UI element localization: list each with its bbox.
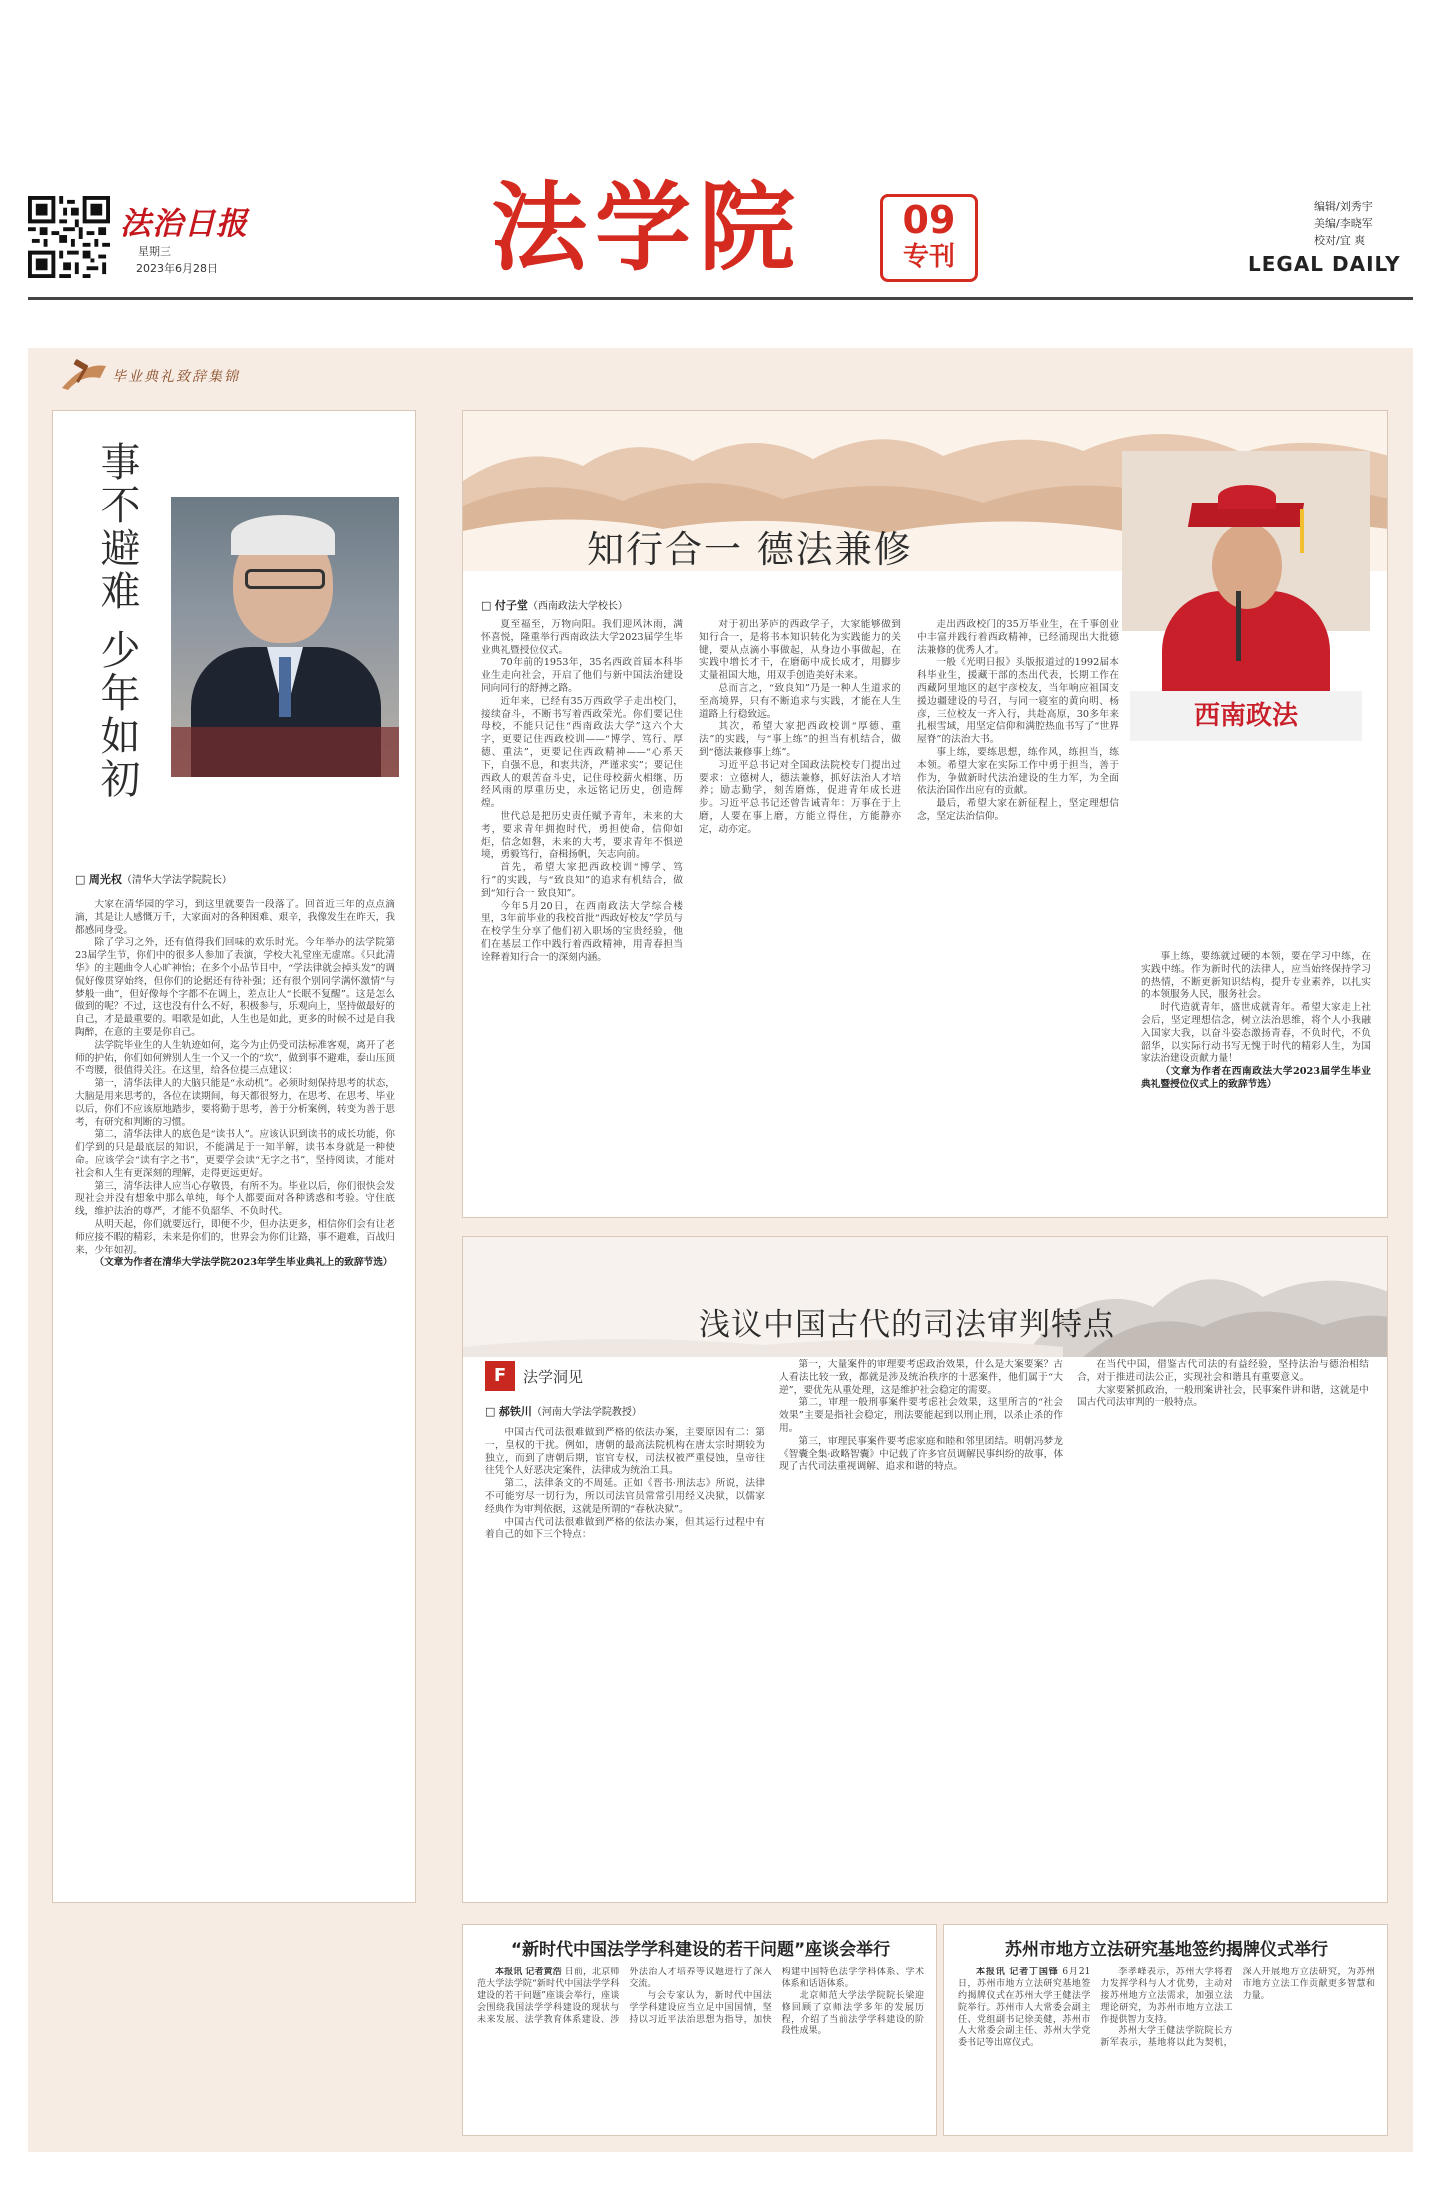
news-1-byline: 本报讯 <box>495 1967 523 1977</box>
news-2-lead <box>958 1967 1090 2050</box>
article-3-para: 中国古代司法很难做到严格的依法办案，但其运行过程中有着自己的如下三个特点： <box>485 1516 765 1541</box>
article-2-para: 夏至福至，万物向阳。我们迎风沐雨，满怀喜悦，隆重举行西南政法大学2023届学生毕业典礼暨授位仪式。 <box>481 619 683 656</box>
article-1-title: 事不避难 少年如初 <box>94 441 140 801</box>
page-number: 09 <box>902 198 956 242</box>
masthead <box>28 172 1413 294</box>
article-1-note: （文章为作者在清华大学法学院2023年学生毕业典礼上的致辞节选） <box>94 1257 393 1269</box>
news-1-body <box>477 1967 924 2129</box>
article-1-para: 法学院毕业生的人生轨迹如何，迄今为止仍受司法标准客观，离开了老师的护佑，你们如何辨别人生一个又一个的“坎”，做到事不避难，泰山压顶不弯腰，很值得关注。在这里，给各位提三点建议： <box>75 1039 395 1077</box>
column-tag-icon: F <box>485 1361 515 1391</box>
news-2-title: 苏州市地方立法研究基地签约揭牌仪式举行 <box>1005 1940 1328 1960</box>
article-3-para: 第一，大量案件的审理要考虑政治效果，什么是大案要案？古人看法比较一致，都就是涉及统治秩序的十恶案件，他们属于“大逆”，要优先从重处理，这是维护社会稳定的需要。 <box>779 1359 1063 1396</box>
page-kind: 专刊 <box>902 242 955 272</box>
news-1-para: 与会专家认为，新时代中国法学学科建设应当立足中国国情，坚持以习近平法治思想为指导，加快构建中国特色法学学科体系、学术体系和话语体系。 <box>629 1967 924 2025</box>
article-2-para: 70年前的1953年，35名西政首届本科毕业生走向社会，开启了他们与新中国法治建设同向同行的舒搏之路。 <box>481 657 683 694</box>
news-1 <box>462 1924 937 2136</box>
news-2-reporter: 记者丁国锋 <box>1009 1967 1059 1977</box>
article-2-body <box>481 619 1371 1209</box>
qr-code-icon <box>28 196 110 278</box>
article-1-para: 从明天起，你们就要远行，即便不少，但办法更多，相信你们会有让老师应接不暇的精彩，未来是你们的，世界会为你们让路，事不避难，百战归来，少年如初。 <box>75 1218 395 1256</box>
article-1-para: 除了学习之外，还有值得我们回味的欢乐时光。今年举办的法学院第23届学生节，你们中的很多人参加了表演，学校大礼堂座无虚席。《只此清华》的主题曲令人心旷神怡；在多个小品节目中，“学法律就会掉头发”的调侃好像贯穿始终，但你们的论据还有待补强；还有很个别同学满怀激情“与梦般一曲”，但好像每个字都不在调上，差点让人“长眠不复醒”。这是怎么做到的呢？不过，这也没有什么不好，积极参与，乐观向上，坚持做最好的自己，才是最重要的。唱歌是如此，人生也是如此，更多的时候不过是自我陶醉，在意的主要是你自己。 <box>75 937 395 1038</box>
editor: 编辑/刘秀宇 <box>1314 200 1373 213</box>
article-2-para: 走出西政校门的35万毕业生，在千事创业中丰富并践行着西政精神，已经涌现出大批德法兼修的优秀人才。 <box>917 619 1119 656</box>
article-1-author-marker: □ <box>75 873 89 886</box>
article-2-para: 事上练，要练思想，练作风，练担当，练本领。希望大家在实际工作中勇于担当，善于作为，争做新时代法治建设的生力军，为全面依法治国作出应有的贡献。 <box>917 746 1119 797</box>
proofreader: 校对/宜 爽 <box>1314 234 1366 247</box>
article-2-para: 时代造就青年，盛世成就青年。希望大家走上社会后，坚定理想信念，树立法治思维，将个人小我融入国家大我，以奋斗姿态激扬青春，不负时代，不负韶华，以实际行动书写无愧于时代的精彩人生，为国家法治建设贡献力量！ <box>1141 1002 1371 1065</box>
article-1-para: 大家在清华园的学习，到这里就要告一段落了。回首近三年的点点滴滴，其是让人感慨万千，大家面对的各种困难、艰辛，我像发生在昨天，我都感同身受。 <box>75 899 395 936</box>
article-3-para: 在当代中国，借鉴古代司法的有益经验，坚持法治与德治相结合，对于推进司法公正，实现社会和谐具有重要意义。 <box>1077 1359 1369 1383</box>
news-2 <box>943 1924 1388 2136</box>
author-photo-1 <box>171 497 399 777</box>
article-2-para: 最后，希望大家在新征程上，坚定理想信念，坚定法治信仰。 <box>917 798 1119 822</box>
article-2-para: 其次，希望大家把西政校训“厚德、重法”的实践，与“事上练”的担当有机结合，做到“德法兼修事上练”。 <box>699 721 901 758</box>
news-2-para: 李孝峰表示，苏州大学将着力发挥学科与人才优势，主动对接苏州地方立法需求，加强立法理论研究，为苏州市地方立法工作提供智力支持。 <box>1100 1967 1233 2025</box>
article-3-author-affiliation: （河南大学法学院教授） <box>531 1407 642 1418</box>
news-2-byline: 本报讯 <box>976 1967 1006 1977</box>
art-editor: 美编/李晓军 <box>1314 217 1373 230</box>
article-2-author-affiliation: （西南政法大学校长） <box>527 601 628 612</box>
article-2-para: 习近平总书记对全国政法院校专门提出过要求：立德树人，德法兼修，抓好法治人才培养；励志勤学，刻苦磨炼，促进青年成长进步。习近平总书记还曾告诫青年：万事在于上磨，人要在事上磨，方能立得住，方能静亦定，动亦定。 <box>699 759 901 835</box>
article-3 <box>462 1236 1388 1903</box>
article-2-author <box>481 597 628 613</box>
article-2-para: 总而言之，“致良知”乃是一种人生道求的至高境界，只有不断追求与实践，才能在人生道路上行稳致远。 <box>699 682 901 720</box>
gavel-icon <box>60 358 108 392</box>
article-3-para: 大家要紧抓政治，一般刑案讲社会，民事案件讲和谐，这就是中国古代司法审判的一般特点。 <box>1077 1384 1369 1409</box>
article-2-title: 知行合一 德法兼修 <box>587 528 913 571</box>
article-1-para: 第三，清华法律人应当心存敬畏，有所不为。毕业以后，你们很快会发现社会并没有想象中那么单纯，每个人都要面对各种诱惑和考验。守住底线，维护法治的尊严，才能不负韶华、不负时代。 <box>75 1180 395 1218</box>
news-2-para: 6月21日，苏州市地方立法研究基地签约揭牌仪式在苏州大学王健法学院举行。苏州市人大常委会副主任、党组副书记徐美健，苏州市人大常委会副主任、苏州大学党委书记等出席仪式。 <box>958 1967 1091 2049</box>
masthead-rule <box>28 297 1413 300</box>
article-3-author-name: 郝铁川 <box>498 1405 532 1418</box>
article-1-author-affiliation: （清华大学法学院院长） <box>121 875 232 886</box>
article-2-para: 首先，希望大家把西政校训“博学、笃行”的实践，与“致良知”的追求有机结合，做到“知行合一 致良知”。 <box>481 862 683 899</box>
article-1-para: 第二，清华法律人的底色是“读书人”。应该认识到读书的成长功能，你们学到的只是最底层的知识，不能满足于一知半解，读书本身就是一种使命。应该学会“读有字之书”，更要学会读“无字之书”，坚持阅读，才能对社会和人生有更深刻的理解，走得更远更好。 <box>75 1129 395 1179</box>
article-3-col-1 <box>485 1427 765 1892</box>
column-banner <box>60 356 250 392</box>
column-banner-text: 毕业典礼致辞集锦 <box>112 369 240 385</box>
section-title: 法学院 <box>491 172 803 284</box>
article-2 <box>462 410 1388 1218</box>
article-2-note: （文章为作者在西南政法大学2023届学生毕业典礼暨授位仪式上的致辞节选） <box>1141 1066 1371 1090</box>
article-1-author <box>75 871 232 887</box>
article-2-col-3 <box>917 619 1119 1199</box>
article-3-title: 浅议中国古代的司法审判特点 <box>699 1307 1115 1343</box>
article-2-col-1 <box>481 619 683 1199</box>
article-3-para: 第二，审理一般刑事案件要考虑社会效果，这里所言的“社会效果”主要是指社会稳定，刑法要能起到以刑止刑，以杀止杀的作用。 <box>779 1397 1063 1434</box>
article-3-para: 第三，审理民事案件要考虑家庭和睦和邻里团结。明朝冯梦龙《智囊全集·政略智囊》中记载了许多官员调解民事纠纷的故事，体现了古代司法重视调解、追求和谐的特点。 <box>779 1435 1063 1473</box>
news-2-para: 苏州大学王健法学院院长方新军表示，基地将以此为契机，深入开展地方立法研究，为苏州市地方立法工作贡献更多智慧和力量。 <box>1100 1967 1375 2049</box>
article-3-col-2 <box>779 1359 1063 1892</box>
news-1-para: 日前，北京师范大学法学院“新时代中国法学学科建设的若干问题”座谈会举行，座谈会围绕我国法学学科建设的现状与未来发展、法学教育体系建设、涉外法治人才培养等议题进行了深入交流。 <box>477 1967 772 2025</box>
news-2-body <box>958 1967 1375 2129</box>
article-2-col-2 <box>699 619 901 1199</box>
page-number-box <box>880 194 978 282</box>
paper-logo: 法治日报 <box>120 206 248 242</box>
article-2-para: 事上练，要练就过硬的本领，要在学习中练，在实践中练。作为新时代的法律人，应当始终保持学习的热情，不断更新知识结构，提升专业素养，以扎实的本领服务人民，服务社会。 <box>1141 951 1371 1001</box>
article-1 <box>52 410 416 1903</box>
article-2-para: 世代总是把历史责任赋予青年，未来的大考，要求青年拥抱时代，勇担使命，信仰如炬，信念如磐，未来的大考，要求青年不惧逆境，勇毅笃行，奋楫扬帆，矢志向前。 <box>481 810 683 861</box>
article-2-para: 对于初出茅庐的西政学子，大家能够做到知行合一，是将书本知识转化为实践能力的关键，要从点滴小事做起，从身边小事做起，在实践中增长才干，在磨砺中成长成才，用脚步丈量祖国大地，用双手创造美好未来。 <box>699 619 901 682</box>
column-tag-text: 法学洞见 <box>523 1368 584 1386</box>
article-1-author-name: 周光权 <box>88 873 122 886</box>
article-2-para: 一般《光明日报》头版报道过的1992届本科毕业生，援藏干部的杰出代表，长期工作在西藏阿里地区的赵宇彦校友，当年响应祖国支援边疆建设的号召，与同一寝室的黄向明、杨彦，三位校友一齐入行，共赴高原，30多年来扎根雪域，用坚定信仰和满腔热血书写了“世界屋脊”的法治大书。 <box>917 657 1119 746</box>
article-2-author-marker: □ <box>481 599 495 612</box>
article-2-author-name: 付子堂 <box>494 599 528 612</box>
podium-sign: 西南政法 <box>1130 691 1362 741</box>
news-1-para: 北京师范大学法学院院长梁迎修回顾了京师法学多年的发展历程，介绍了当前法学学科建设的阶段性成果。 <box>781 1990 924 2037</box>
article-3-para: 第二，法律条文的不周延。正如《晋书·刑法志》所说，法律不可能穷尽一切行为，所以司法官员常常引用经义决狱，以儒家经典作为审判依据，这就是所谓的“春秋决狱”。 <box>485 1478 765 1515</box>
news-1-title: “新时代中国法学学科建设的若干问题”座谈会举行 <box>510 1940 891 1960</box>
weekday: 星期三 <box>138 245 171 258</box>
article-2-para: 近年来，已经有35万西政学子走出校门，接续奋斗，不断书写着西政荣光。你们要记住母校，不能只记住“西南政法大学”这六个大字，更要记住西政校训——“博学、笃行、厚德、重法”，更要记住西政精神——“心系天下，自强不息，和衷共济，严谨求实”；要记住西政人的艰苦奋斗史，记住母校薪火相继、历经风雨的厚重历史，永远铭记历史，创造辉煌。 <box>481 695 683 810</box>
article-3-col-3 <box>1077 1359 1369 1892</box>
article-1-body <box>75 899 395 1879</box>
article-2-para: 今年5月20日，在西南政法大学综合楼里，3年前毕业的我校首批“西政好校友”学员与在校学生分享了他们初入职场的宝贵经验，他们在基层工作中践行着西政精神，用青春担当诠释着知行合一的深刻内涵。 <box>481 900 683 963</box>
article-2-col-4 <box>1141 951 1371 1201</box>
issue-date: 2023年6月28日 <box>136 262 218 275</box>
english-name: LEGAL DAILY <box>1248 252 1401 276</box>
article-3-author-marker: □ <box>485 1405 499 1418</box>
article-1-para: 第一，清华法律人的大脑只能是“永动机”。必须时刻保持思考的状态，大脑是用来思考的，各位在读期间，每天都很努力，在思考、在思考、毕业以后，你们不应该原地踏步，要将勤于思考，善于分析案例，转变为善于思考，有研究和判断的习惯。 <box>75 1078 395 1128</box>
article-3-author <box>485 1403 642 1419</box>
article-3-para: 中国古代司法很难做到严格的依法办案，主要原因有二：第一，皇权的干扰。例如，唐朝的最高法院机构在唐太宗时期较为独立，而到了唐朝后期，宦官专权，司法权被严重侵蚀，皇帝往往凭个人好恶决定案件，法律成为统治工具。 <box>485 1427 765 1477</box>
news-1-reporter: 记者黄浩 <box>525 1967 562 1977</box>
